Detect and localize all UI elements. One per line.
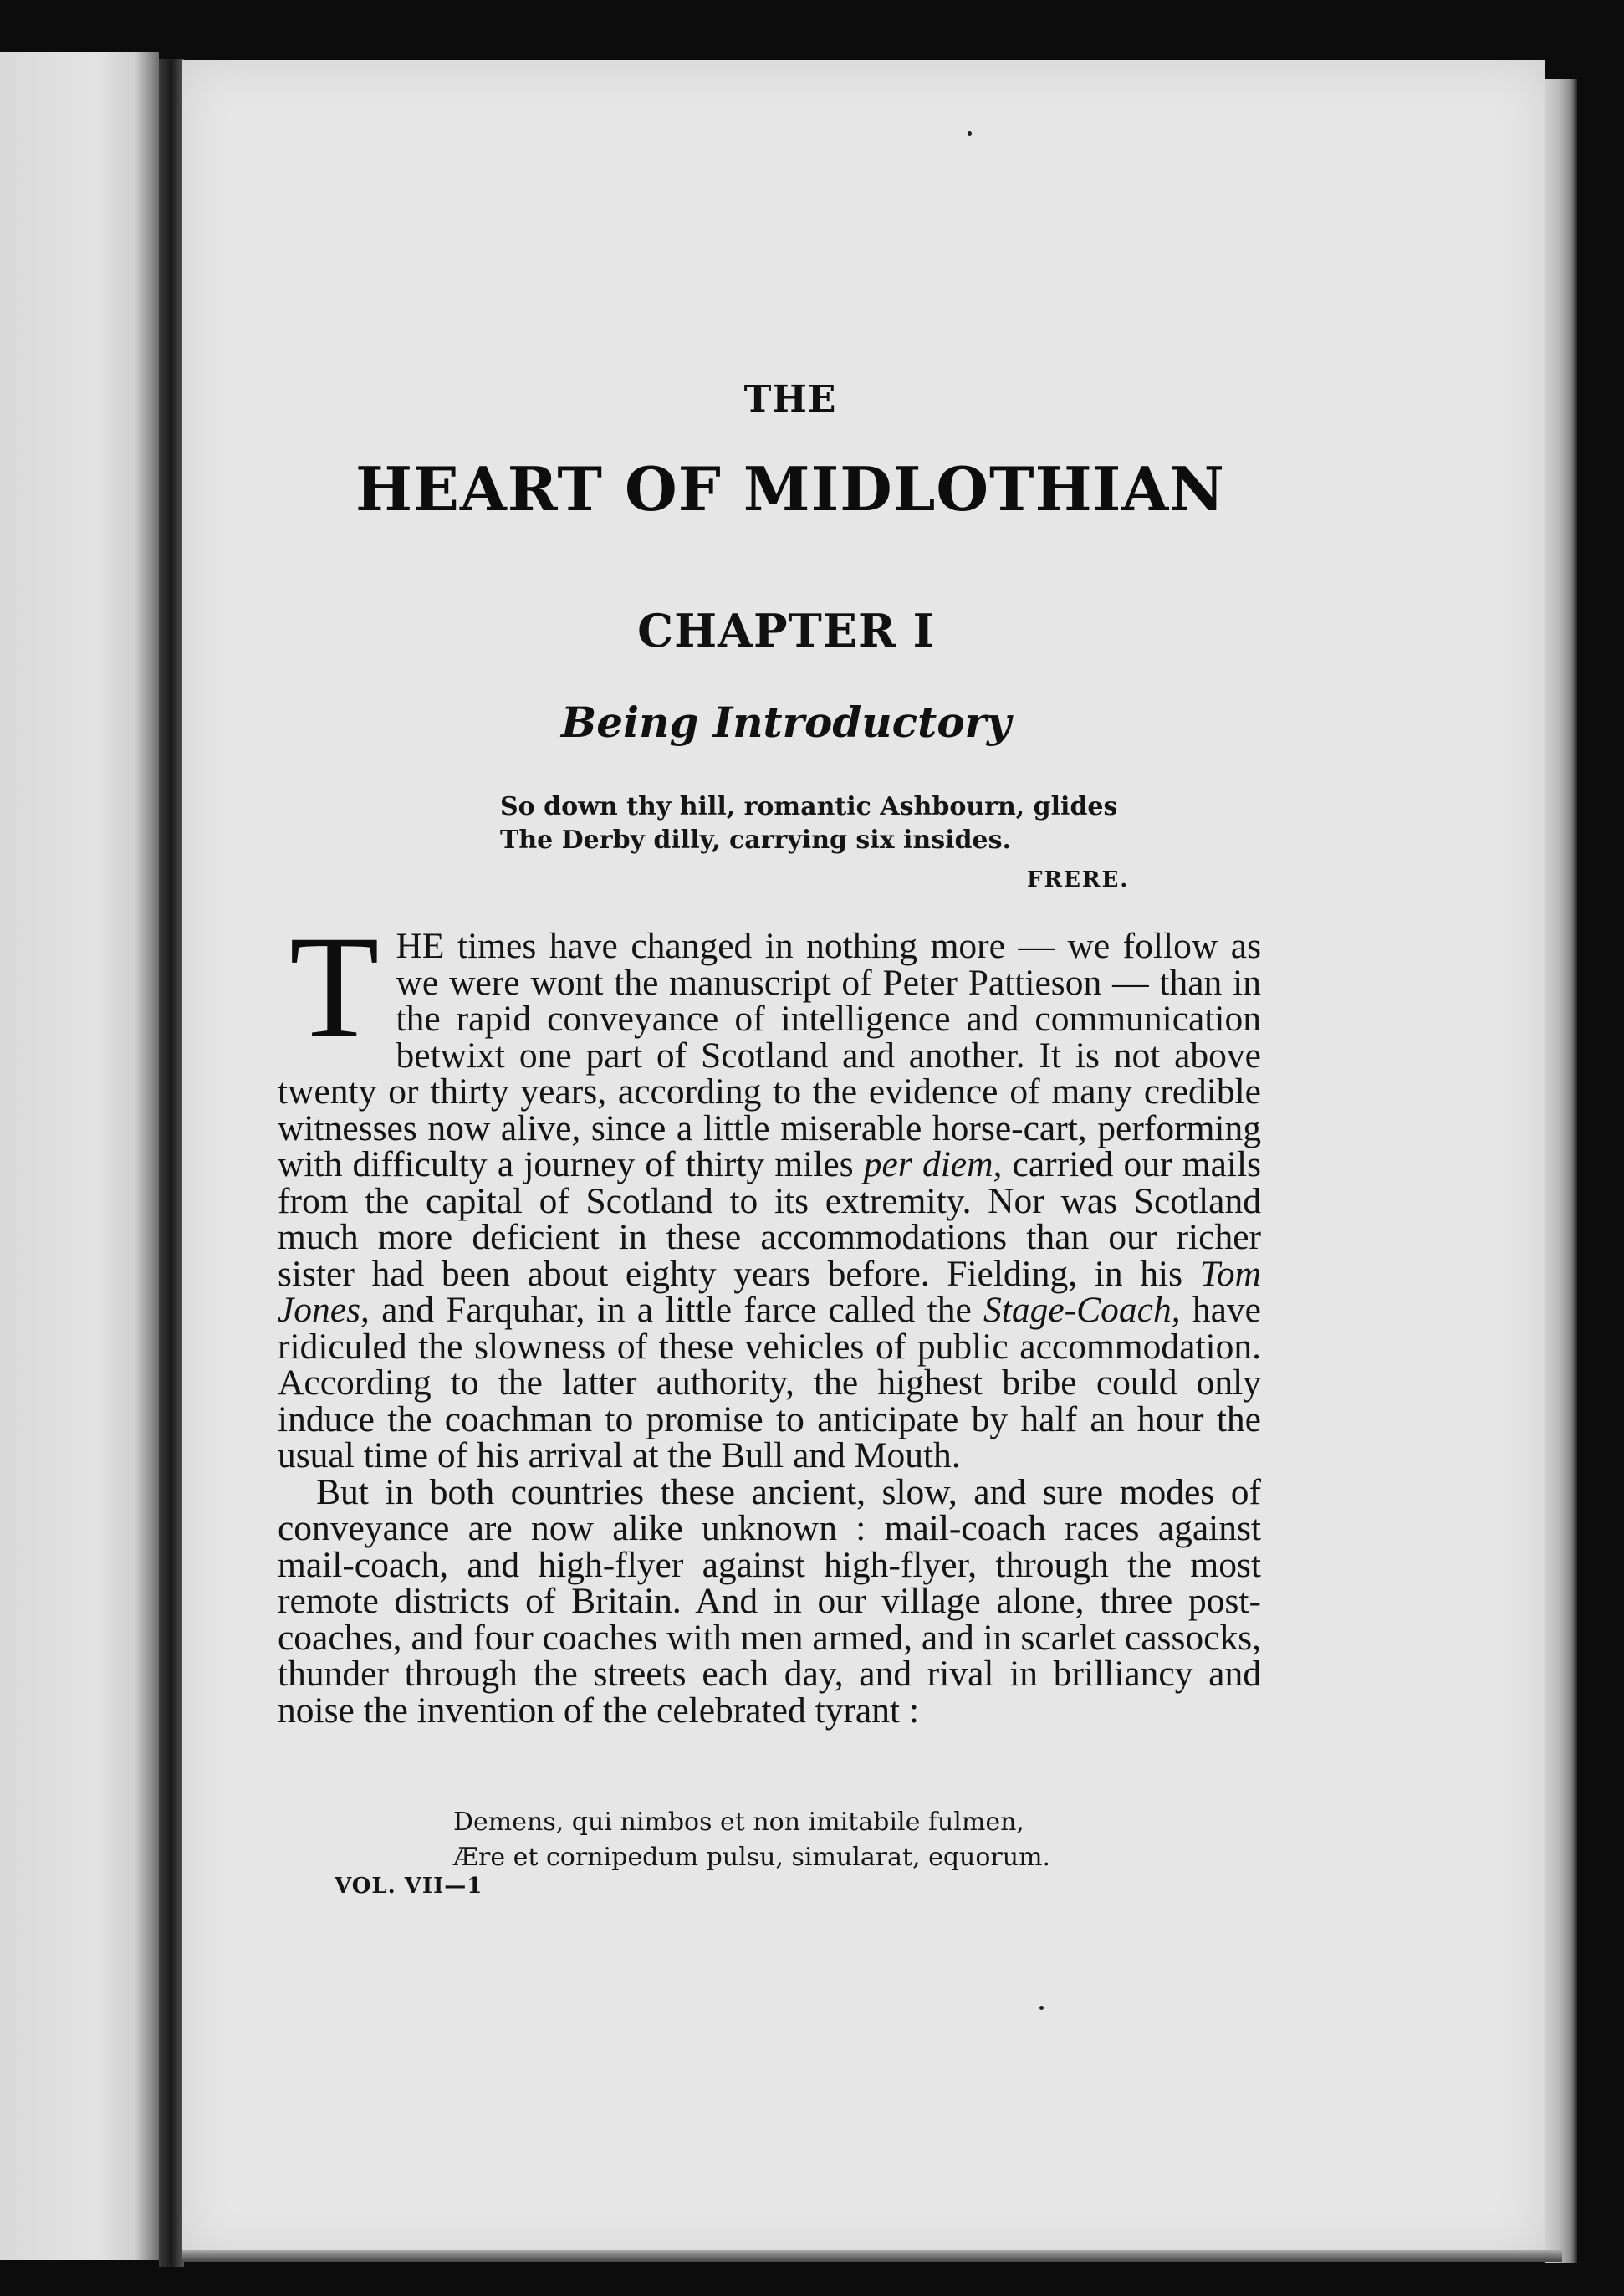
paragraph-text: carried our mails from the capital of Scotland to its extremity. Nor was Scotland much more deficient in these accommodations than our richer sister had been about eighty years before. Fielding, in his [278, 1144, 1261, 1294]
italic-phrase: per diem, [863, 1144, 1003, 1184]
paragraph [278, 906, 1261, 1475]
paragraph: But in both countries these ancient, slow, and sure modes of conveyance are now alike unknown : mail-coach races against mail-coach, and high-flyer against high-flyer, through the most remote districts of Britain. And in our village alone, three post-coaches, and four coaches with men armed, and in scarlet cassocks, thunder through the streets each day, and rival in brilliancy and noise the invention of the celebrated tyrant : [278, 1471, 1261, 1731]
title-prefix: THE [743, 378, 837, 421]
verse-line: Ære et cornipedum pulsu, simularat, equorum. [453, 1843, 1051, 1872]
epigraph [500, 790, 1117, 857]
page-bottom-edge [182, 2250, 1562, 2262]
paragraph-text: and Farquhar, in a little farce called the [369, 1290, 984, 1330]
dust-speck [1039, 2006, 1044, 2010]
dust-speck [968, 131, 972, 136]
italic-phrase: Tom Jones, [278, 1253, 1261, 1330]
chapter-heading: CHAPTER I [637, 604, 935, 657]
epigraph-line: The Derby dilly, carrying six insides. [500, 826, 1011, 855]
signature-mark: VOL. VII—1 [335, 1874, 483, 1899]
body-text [278, 906, 1261, 1731]
book-title: HEART OF MIDLOTHIAN [355, 453, 1225, 524]
epigraph-line: So down thy hill, romantic Ashbourn, glides [500, 792, 1118, 821]
chapter-subtitle: Being Introductory [561, 698, 1011, 747]
paragraph-text: HE times have changed in nothing more — we follow as we were wont the manuscript of Peter Pattieson — than in the rapid conveyance of intelligence and communication betwixt one part of Scotland and another. It is not above twenty or thirty years, according to the evidence of many credible witnesses now alive, since a little miserable horse-cart, performing with difficulty a journey of thirty miles [278, 926, 1261, 1184]
epigraph-attribution: FRERE. [1027, 867, 1130, 892]
latin-verse [453, 1805, 1050, 1875]
paragraph-text: have ridiculed the slowness of these vehicles of public accommodation. According to the latter authority, the highest bribe could only induce the coachman to promise to anticipate by half an hour the usual time of his arrival at the Bull and Mouth. [278, 1290, 1261, 1475]
verse-line: Demens, qui nimbos et non imitabile fulmen, [453, 1808, 1024, 1837]
italic-phrase: Stage-Coach, [983, 1290, 1181, 1330]
drop-cap: T [289, 906, 380, 1069]
